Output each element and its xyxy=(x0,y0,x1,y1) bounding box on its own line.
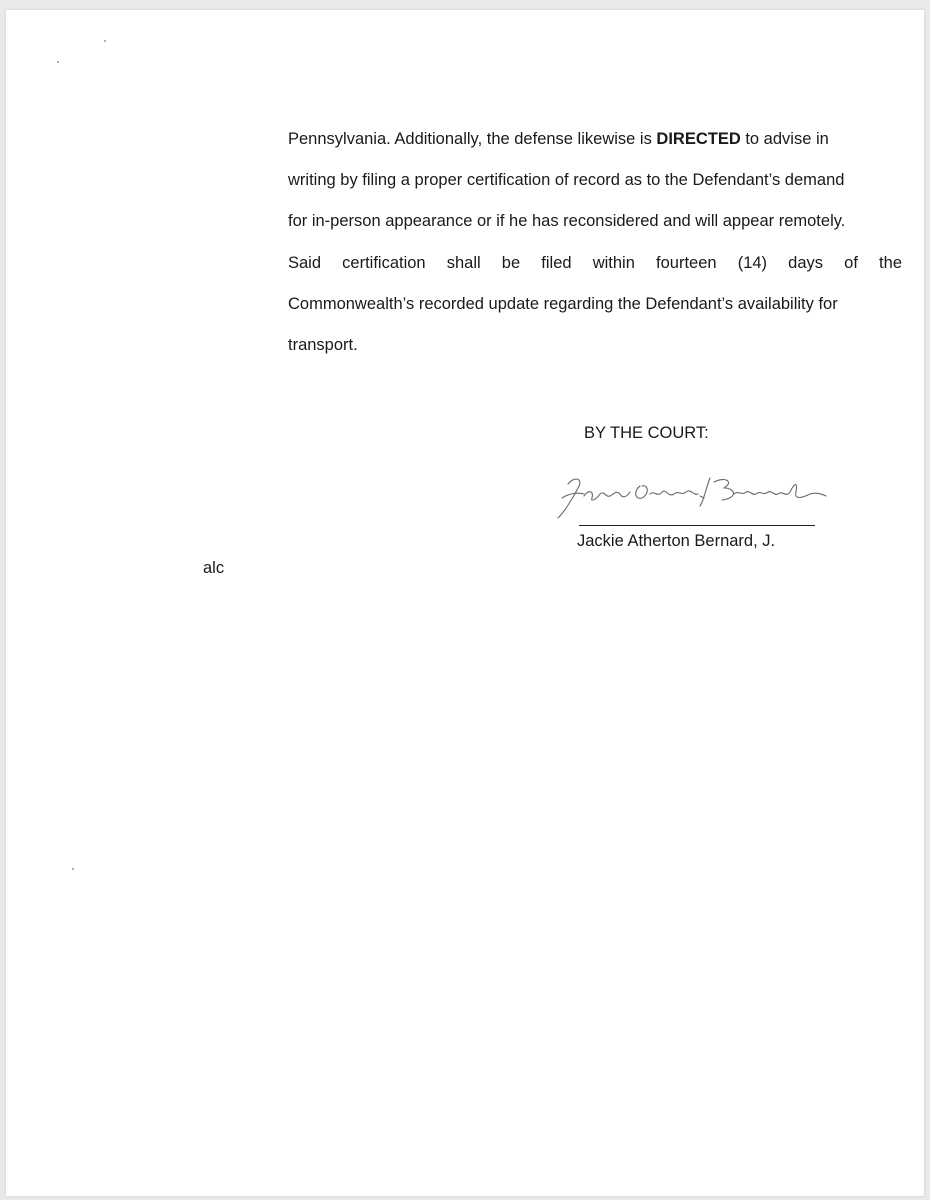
paragraph-line: writing by filing a proper certification of record as to the Defendant’s demand xyxy=(288,171,845,189)
closing-by-the-court: BY THE COURT: xyxy=(584,424,709,442)
judge-name: Jackie Atherton Bernard, J. xyxy=(577,532,776,550)
signature-line xyxy=(579,525,815,526)
paragraph-line xyxy=(288,130,902,152)
document-page xyxy=(6,10,924,1196)
typist-initials: alc xyxy=(203,559,225,577)
paragraph-line: for in-person appearance or if he has reconsidered and will appear remotely. xyxy=(288,212,846,230)
line-text: to advise in xyxy=(740,130,829,148)
paragraph-line: Said certification shall be filed within fourteen (14) days of the xyxy=(288,254,902,272)
scan-speck xyxy=(57,61,59,63)
handwritten-signature xyxy=(554,472,839,522)
scan-speck xyxy=(104,40,106,42)
scan-speck xyxy=(72,868,74,870)
paragraph-line: Commonwealth’s recorded update regarding the Defendant’s availability for xyxy=(288,295,838,313)
emphasis-directed: DIRECTED xyxy=(656,130,741,148)
line-text: Pennsylvania. Additionally, the defense likewise is xyxy=(288,130,657,148)
paragraph-line: transport. xyxy=(288,336,358,354)
